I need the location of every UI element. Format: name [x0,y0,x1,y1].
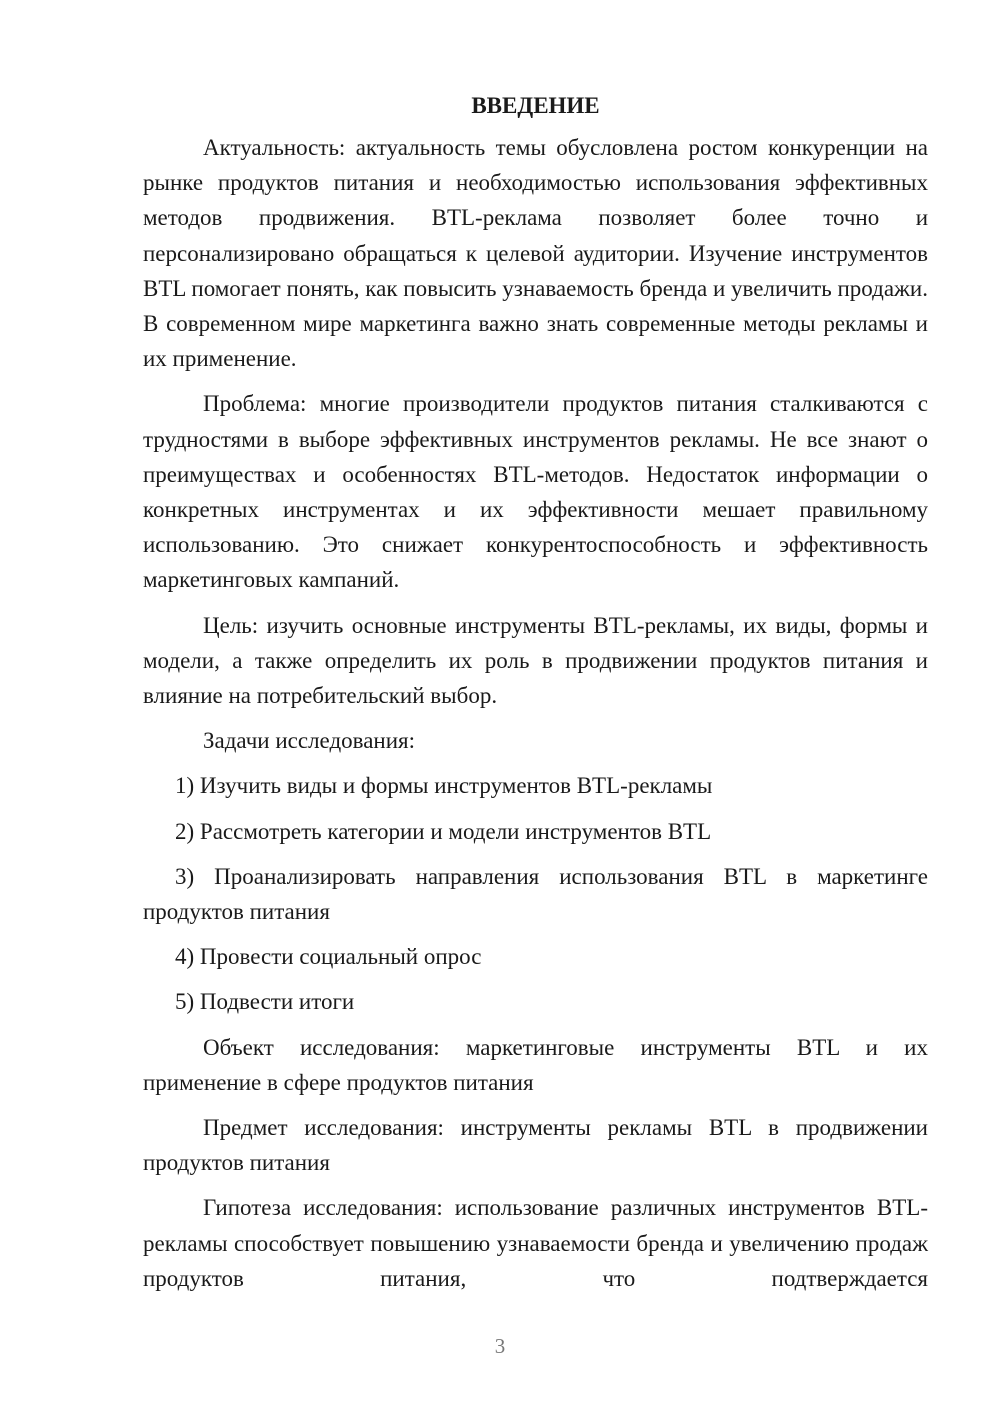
paragraph-object: Объект исследования: маркетинговые инструменты BTL и их применение в сфере продуктов питания [143,1034,928,1095]
paragraph-hypothesis: Гипотеза исследования: использование различных инструментов BTL-рекламы способствует повышению узнаваемости бренда и увеличению продаж продуктов питания, что подтверждается [143,1195,928,1291]
section-title: ВВЕДЕНИЕ [471,93,600,118]
tasks-heading: Задачи исследования: [203,728,416,754]
task-item-5: 5) Подвести итоги [175,989,355,1015]
task-item-1: 1) Изучить виды и формы инструментов BTL-рекламы [175,773,713,799]
paragraph-problem: Проблема: многие производители продуктов питания сталкиваются с трудностями в выборе эффективных инструментов рекламы. Не все знают о преимуществах и особенностях BTL-методов. Недостаток информации о конкретных инструментах и их эффективности мешает правильному использованию. Это снижает конкурентоспособность и эффективность маркетинговых кампаний. [143,391,928,593]
page-content [143,88,928,1296]
page-number: 3 [494,1334,506,1358]
paragraph-subject: Предмет исследования: инструменты рекламы BTL в продвижении продуктов питания [143,1115,928,1176]
task-item-4: 4) Провести социальный опрос [175,944,482,970]
task-item-3: 3) Проанализировать направления использования BTL в маркетинге продуктов питания [143,863,928,925]
paragraph-relevance: Актуальность: актуальность темы обусловлена ростом конкуренции на рынке продуктов питания и необходимостью использования эффективных методов продвижения. BTL-реклама позволяет более точно и персонализировано обращаться к целевой аудитории. Изучение инструментов BTL помогает понять, как повысить узнаваемость бренда и увеличить продажи. В современном мире маркетинга важно знать современные методы рекламы и их применение. [143,135,928,372]
paragraph-goal: Цель: изучить основные инструменты BTL-рекламы, их виды, формы и модели, а также определить их роль в продвижении продуктов питания и влияние на потребительский выбор. [143,612,928,709]
task-item-2: 2) Рассмотреть категории и модели инструментов BTL [175,818,712,844]
